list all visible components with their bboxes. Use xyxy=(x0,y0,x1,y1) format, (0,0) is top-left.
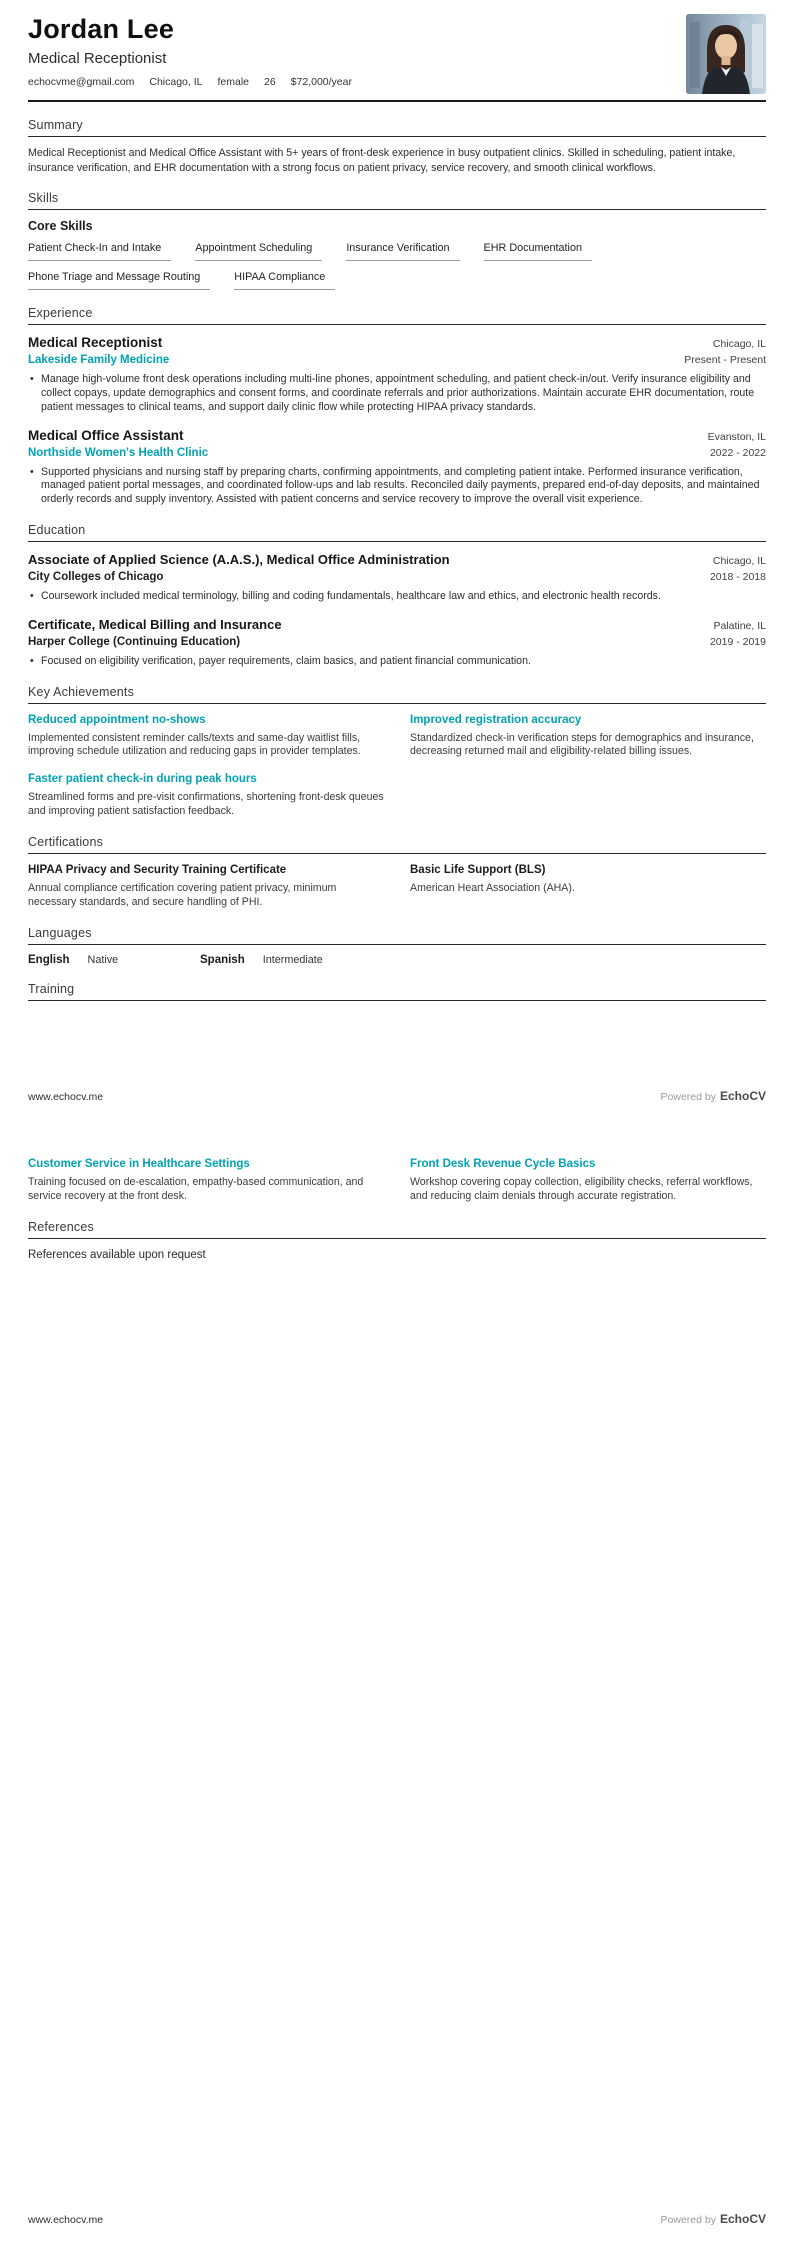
school-location: Chicago, IL xyxy=(712,554,766,567)
school-location: Palatine, IL xyxy=(713,619,766,632)
job-dates: 2022 - 2022 xyxy=(709,446,766,459)
certifications-heading: Certifications xyxy=(28,835,766,854)
contact-location: Chicago, IL xyxy=(149,76,203,88)
education-description-bullet: • Coursework included medical terminology, billing and coding fundamentals, healthcare law and ethics, and electronic health records. xyxy=(28,590,766,604)
training-text: Training focused on de-escalation, empathy-based communication, and service recovery at the front desk. xyxy=(28,1176,364,1202)
section-summary xyxy=(28,118,766,175)
skill-tag: EHR Documentation xyxy=(484,242,592,261)
candidate-name: Jordan Lee xyxy=(28,14,175,44)
achievement-title: Reduced appointment no-shows xyxy=(28,713,206,726)
contact-gender: female xyxy=(217,76,249,88)
certification-item xyxy=(28,863,384,910)
education-description-bullet: • Focused on eligibility verification, payer requirements, claim basics, and patient financial communication. xyxy=(28,655,766,669)
skill-tag: Patient Check-In and Intake xyxy=(28,242,171,261)
achievement-item xyxy=(28,772,384,819)
job-description-bullet: • Supported physicians and nursing staff by preparing charts, confirming appointments, and completing patient intake. Performed insurance verification, managed patient portal messages, and coordinated follow-ups and lab results. Reconciled daily payments, prepared end-of-day deposits, and maintained orderly records and supply inventory. Assisted with patient concerns and service recovery to improve the overall visit experience. xyxy=(28,466,766,507)
candidate-job-title: Medical Receptionist xyxy=(28,50,167,67)
footer-url-link[interactable]: www.echocv.me xyxy=(28,1091,104,1103)
references-heading: References xyxy=(28,1220,766,1239)
achievements-heading: Key Achievements xyxy=(28,685,766,704)
references-text: References available upon request xyxy=(28,1248,206,1261)
summary-heading: Summary xyxy=(28,118,766,137)
section-experience xyxy=(28,306,766,507)
section-skills xyxy=(28,191,766,290)
certification-text: American Heart Association (AHA). xyxy=(410,882,575,895)
company-link[interactable]: Lakeside Family Medicine xyxy=(28,354,170,367)
degree-title: Certificate, Medical Billing and Insurance xyxy=(28,616,282,632)
language-level: Intermediate xyxy=(262,954,323,966)
powered-by[interactable] xyxy=(661,2212,766,2226)
section-languages xyxy=(28,926,766,966)
section-training-header xyxy=(28,982,766,1001)
training-item xyxy=(28,1157,384,1204)
page-2-footer xyxy=(28,2212,766,2226)
experience-entry xyxy=(28,427,766,507)
contact-line xyxy=(28,76,766,89)
section-certifications xyxy=(28,835,766,910)
skill-tag: HIPAA Compliance xyxy=(234,271,335,290)
powered-by[interactable] xyxy=(661,1089,766,1103)
education-heading: Education xyxy=(28,523,766,542)
echocv-brand: EchoCV xyxy=(719,1089,766,1103)
certification-title: Basic Life Support (BLS) xyxy=(410,864,546,877)
achievement-item xyxy=(28,713,384,760)
experience-entry xyxy=(28,334,766,414)
certifications-grid xyxy=(28,863,766,910)
language-level: Native xyxy=(87,954,119,966)
school-name: City Colleges of Chicago xyxy=(28,570,164,583)
training-title: Front Desk Revenue Cycle Basics xyxy=(410,1158,596,1170)
job-location: Evanston, IL xyxy=(707,430,766,443)
skills-group-title: Core Skills xyxy=(28,219,93,234)
job-description-bullet: • Manage high-volume front desk operations including multi-line phones, appointment scheduling, and patient check-in/out. Verify insurance eligibility and collect copays, update demographics and consent forms, and coordinate referrals and prior authorizations. Maintain accurate EHR documentation, route patient messages to clinical teams, and support daily clinic flow while protecting HIPAA privacy standards. xyxy=(28,373,766,414)
profile-photo xyxy=(686,14,766,94)
summary-text: Medical Receptionist and Medical Office Assistant with 5+ years of front-desk experience in busy outpatient clinics. Skilled in scheduling, patient intake, insurance verification, and EHR documentation with a strong focus on patient privacy, service recovery, and smooth clinical workflows. xyxy=(28,147,736,174)
language-name: English xyxy=(28,954,70,966)
resume-header xyxy=(28,14,766,102)
achievement-title: Faster patient check-in during peak hours xyxy=(28,773,257,786)
school-dates: 2019 - 2019 xyxy=(709,635,766,648)
language-item xyxy=(200,954,372,966)
job-title: Medical Receptionist xyxy=(28,335,163,351)
skills-tag-list xyxy=(28,242,766,290)
education-entry xyxy=(28,551,766,604)
powered-by-prefix: Powered by xyxy=(660,2214,716,2226)
contact-salary: $72,000/year xyxy=(290,76,352,88)
job-location: Chicago, IL xyxy=(712,338,766,351)
company-link[interactable]: Northside Women's Health Clinic xyxy=(28,446,209,459)
contact-age: 26 xyxy=(264,76,276,88)
footer-url-link[interactable]: www.echocv.me xyxy=(28,2214,104,2226)
achievement-title: Improved registration accuracy xyxy=(410,713,582,726)
section-key-achievements xyxy=(28,685,766,820)
skill-tag: Appointment Scheduling xyxy=(195,242,322,261)
section-education xyxy=(28,523,766,669)
training-text: Workshop covering copay collection, eligibility checks, referral workflows, and reducing claim denials through accurate registration. xyxy=(410,1176,753,1202)
school-dates: 2018 - 2018 xyxy=(709,570,766,583)
skill-tag: Insurance Verification xyxy=(346,242,459,261)
contact-email: echocvme@gmail.com xyxy=(28,76,135,88)
skills-heading: Skills xyxy=(28,191,766,210)
education-entry xyxy=(28,616,766,669)
powered-by-prefix: Powered by xyxy=(660,1091,716,1103)
certification-text: Annual compliance certification covering patient privacy, minimum necessary standards, and secure handling of PHI. xyxy=(28,882,337,909)
school-name: Harper College (Continuing Education) xyxy=(28,635,241,648)
degree-title: Associate of Applied Science (A.A.S.), Medical Office Administration xyxy=(28,551,450,567)
language-name: Spanish xyxy=(200,954,245,966)
achievement-text: Streamlined forms and pre-visit confirmations, shortening front-desk queues and improving patient satisfaction feedback. xyxy=(28,791,384,818)
section-references xyxy=(28,1220,766,1263)
achievement-text: Standardized check-in verification steps for demographics and insurance, decreasing returned mail and eligibility-related billing issues. xyxy=(410,731,754,758)
job-title: Medical Office Assistant xyxy=(28,427,184,443)
language-item xyxy=(28,954,200,966)
experience-heading: Experience xyxy=(28,306,766,325)
certification-item xyxy=(410,863,766,910)
page-2 xyxy=(0,1123,794,2246)
training-item xyxy=(410,1157,766,1204)
training-heading: Training xyxy=(28,982,766,1001)
languages-heading: Languages xyxy=(28,926,766,945)
achievements-grid xyxy=(28,713,766,820)
skill-tag: Phone Triage and Message Routing xyxy=(28,271,210,290)
languages-list xyxy=(28,954,766,966)
certification-title: HIPAA Privacy and Security Training Certificate xyxy=(28,864,287,877)
echocv-brand: EchoCV xyxy=(719,2212,766,2226)
achievement-text: Implemented consistent reminder calls/texts and same-day waitlist fills, improving schedule utilization and reducing gaps in provider templates. xyxy=(28,731,361,758)
training-grid xyxy=(28,1157,766,1204)
profile-photo-image xyxy=(686,14,766,94)
achievement-item xyxy=(410,713,766,760)
page-1-footer xyxy=(28,1089,766,1103)
training-title: Customer Service in Healthcare Settings xyxy=(28,1158,250,1170)
job-dates: Present - Present xyxy=(684,354,766,367)
